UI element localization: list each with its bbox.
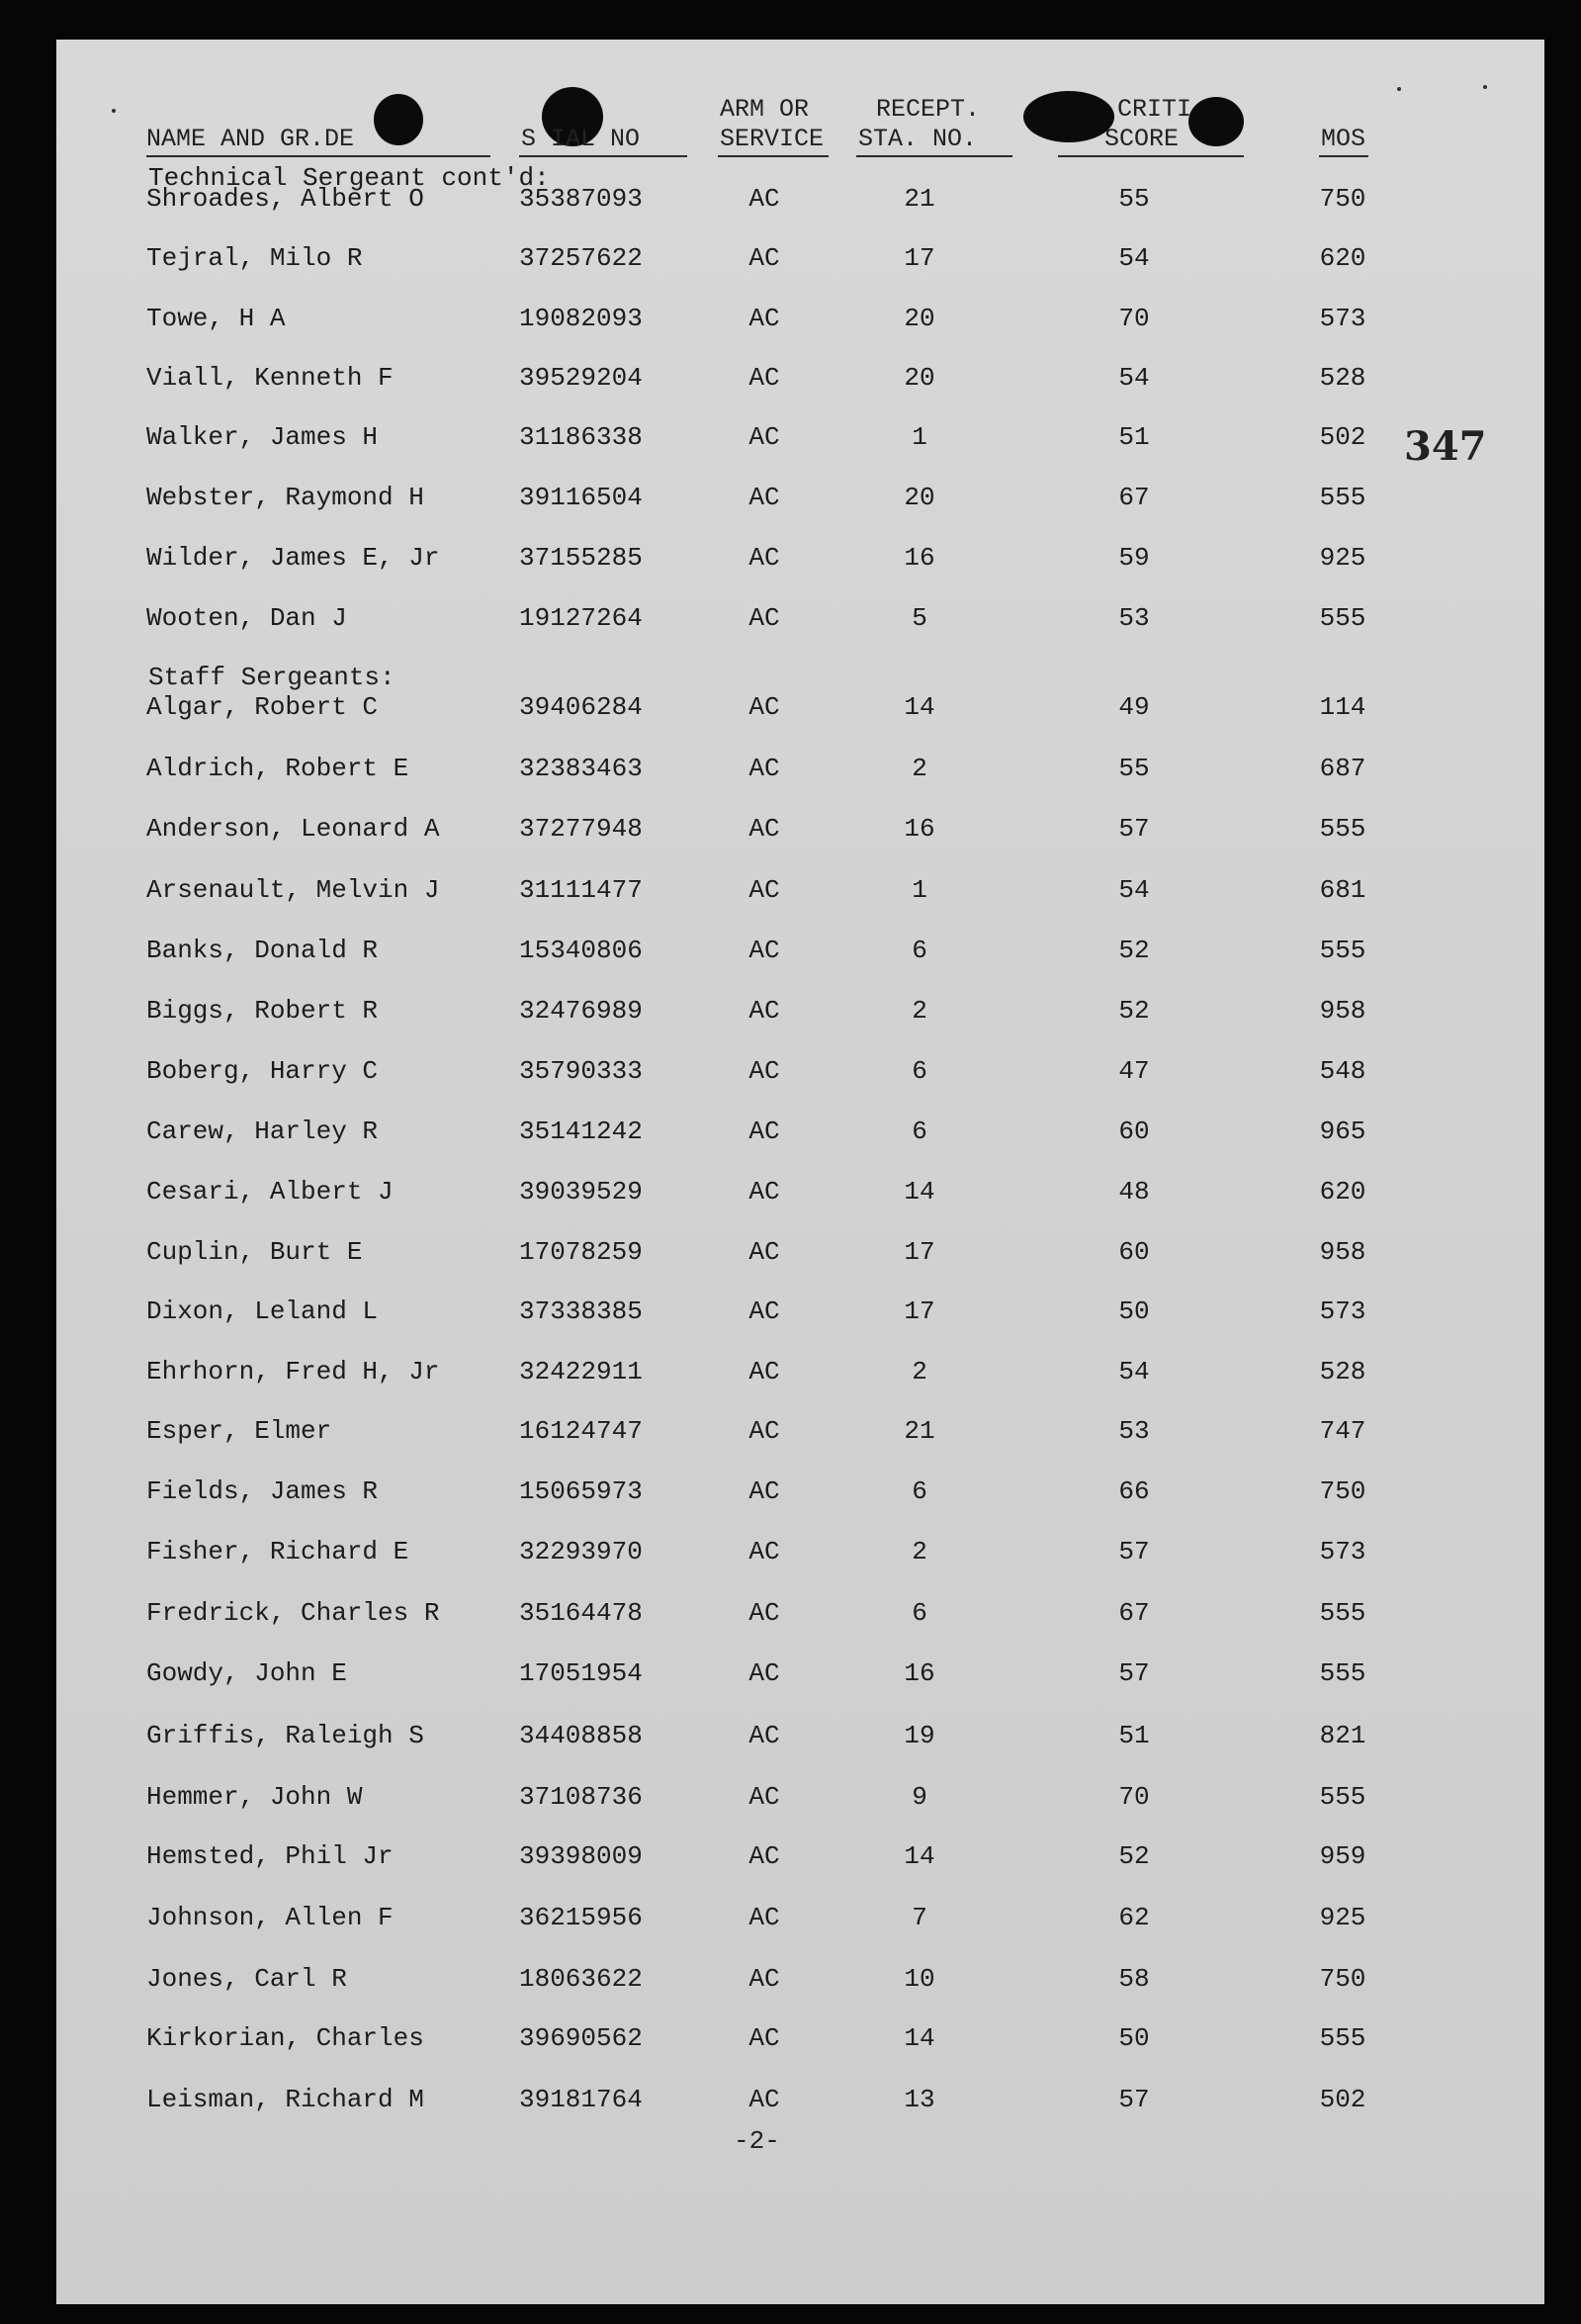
row-name: Wilder, James E, Jr bbox=[146, 543, 440, 573]
header-mos: MOS bbox=[1321, 125, 1366, 153]
header-underline-serial bbox=[519, 155, 687, 157]
row-score: 57 bbox=[1118, 814, 1150, 844]
row-name: Kirkorian, Charles bbox=[146, 2023, 424, 2053]
row-arm: AC bbox=[748, 875, 780, 905]
row-sta: 16 bbox=[904, 543, 935, 573]
row-score: 52 bbox=[1118, 936, 1150, 965]
row-sta: 20 bbox=[904, 363, 935, 393]
row-sta: 21 bbox=[904, 1416, 935, 1446]
row-mos: 555 bbox=[1319, 1658, 1366, 1688]
row-mos: 965 bbox=[1319, 1117, 1366, 1146]
speck bbox=[1483, 85, 1487, 89]
row-mos: 750 bbox=[1319, 1964, 1366, 1994]
row-sta: 6 bbox=[912, 1056, 927, 1086]
section-technical-sergeant: Technical Sergeant cont'd: bbox=[148, 163, 550, 193]
row-name: Webster, Raymond H bbox=[146, 483, 424, 512]
row-mos: 555 bbox=[1319, 2023, 1366, 2053]
row-arm: AC bbox=[748, 483, 780, 512]
row-score: 62 bbox=[1118, 1903, 1150, 1932]
row-sta: 1 bbox=[912, 875, 927, 905]
row-name: Cuplin, Burt E bbox=[146, 1237, 363, 1267]
row-name: Carew, Harley R bbox=[146, 1117, 379, 1146]
section-staff-sergeants: Staff Sergeants: bbox=[148, 663, 395, 692]
row-mos: 959 bbox=[1319, 1841, 1366, 1871]
row-name: Esper, Elmer bbox=[146, 1416, 332, 1446]
row-sta: 2 bbox=[912, 754, 927, 783]
punch-hole-1 bbox=[374, 94, 423, 145]
row-serial: 15340806 bbox=[519, 936, 643, 965]
row-arm: AC bbox=[748, 936, 780, 965]
header-crit-bottom: SCORE bbox=[1104, 125, 1180, 153]
row-serial: 39529204 bbox=[519, 363, 643, 393]
row-sta: 16 bbox=[904, 814, 935, 844]
row-score: 55 bbox=[1118, 754, 1150, 783]
row-arm: AC bbox=[748, 363, 780, 393]
row-score: 54 bbox=[1118, 875, 1150, 905]
header-arm-bottom: SERVICE bbox=[720, 125, 825, 153]
row-name: Wooten, Dan J bbox=[146, 603, 347, 633]
row-serial: 37108736 bbox=[519, 1782, 643, 1812]
row-score: 55 bbox=[1118, 184, 1150, 214]
row-serial: 18063622 bbox=[519, 1964, 643, 1994]
row-name: Towe, H A bbox=[146, 304, 286, 333]
row-arm: AC bbox=[748, 1117, 780, 1146]
row-sta: 14 bbox=[904, 1841, 935, 1871]
row-arm: AC bbox=[748, 996, 780, 1026]
row-serial: 36215956 bbox=[519, 1903, 643, 1932]
row-mos: 747 bbox=[1319, 1416, 1366, 1446]
punch-hole-4 bbox=[1188, 97, 1244, 146]
row-arm: AC bbox=[748, 1177, 780, 1207]
row-arm: AC bbox=[748, 2085, 780, 2114]
row-arm: AC bbox=[748, 754, 780, 783]
row-arm: AC bbox=[748, 1357, 780, 1386]
row-sta: 21 bbox=[904, 184, 935, 214]
row-sta: 17 bbox=[904, 243, 935, 273]
row-serial: 19127264 bbox=[519, 603, 643, 633]
row-serial: 39690562 bbox=[519, 2023, 643, 2053]
row-name: Aldrich, Robert E bbox=[146, 754, 409, 783]
row-sta: 2 bbox=[912, 1357, 927, 1386]
row-name: Gowdy, John E bbox=[146, 1658, 347, 1688]
row-mos: 502 bbox=[1319, 2085, 1366, 2114]
row-sta: 14 bbox=[904, 1177, 935, 1207]
row-score: 70 bbox=[1118, 304, 1150, 333]
row-name: Leisman, Richard M bbox=[146, 2085, 424, 2114]
row-arm: AC bbox=[748, 543, 780, 573]
row-score: 50 bbox=[1118, 2023, 1150, 2053]
row-serial: 37277948 bbox=[519, 814, 643, 844]
row-serial: 34408858 bbox=[519, 1721, 643, 1750]
row-sta: 13 bbox=[904, 2085, 935, 2114]
row-arm: AC bbox=[748, 814, 780, 844]
row-arm: AC bbox=[748, 1237, 780, 1267]
row-sta: 5 bbox=[912, 603, 927, 633]
row-name: Algar, Robert C bbox=[146, 692, 379, 722]
row-serial: 37257622 bbox=[519, 243, 643, 273]
row-name: Dixon, Leland L bbox=[146, 1296, 379, 1326]
row-score: 58 bbox=[1118, 1964, 1150, 1994]
row-arm: AC bbox=[748, 1964, 780, 1994]
row-serial: 35141242 bbox=[519, 1117, 643, 1146]
row-score: 51 bbox=[1118, 1721, 1150, 1750]
row-serial: 32293970 bbox=[519, 1537, 643, 1566]
row-score: 67 bbox=[1118, 1598, 1150, 1628]
row-mos: 681 bbox=[1319, 875, 1366, 905]
row-score: 53 bbox=[1118, 1416, 1150, 1446]
speck bbox=[112, 109, 116, 113]
row-name: Ehrhorn, Fred H, Jr bbox=[146, 1357, 440, 1386]
speck bbox=[1397, 87, 1401, 91]
row-score: 52 bbox=[1118, 996, 1150, 1026]
row-name: Griffis, Raleigh S bbox=[146, 1721, 424, 1750]
row-mos: 573 bbox=[1319, 1537, 1366, 1566]
row-score: 49 bbox=[1118, 692, 1150, 722]
row-mos: 548 bbox=[1319, 1056, 1366, 1086]
row-sta: 6 bbox=[912, 1117, 927, 1146]
row-name: Anderson, Leonard A bbox=[146, 814, 440, 844]
page-number: -2- bbox=[734, 2126, 780, 2156]
row-arm: AC bbox=[748, 1476, 780, 1506]
row-name: Tejral, Milo R bbox=[146, 243, 363, 273]
row-score: 54 bbox=[1118, 1357, 1150, 1386]
row-mos: 502 bbox=[1319, 422, 1366, 452]
row-serial: 17078259 bbox=[519, 1237, 643, 1267]
row-arm: AC bbox=[748, 422, 780, 452]
row-serial: 35790333 bbox=[519, 1056, 643, 1086]
row-mos: 958 bbox=[1319, 1237, 1366, 1267]
row-serial: 16124747 bbox=[519, 1416, 643, 1446]
row-mos: 573 bbox=[1319, 304, 1366, 333]
row-sta: 9 bbox=[912, 1782, 927, 1812]
row-mos: 958 bbox=[1319, 996, 1366, 1026]
row-sta: 14 bbox=[904, 692, 935, 722]
row-sta: 14 bbox=[904, 2023, 935, 2053]
row-sta: 6 bbox=[912, 936, 927, 965]
row-arm: AC bbox=[748, 1782, 780, 1812]
row-mos: 555 bbox=[1319, 483, 1366, 512]
row-name: Shroades, Albert O bbox=[146, 184, 424, 214]
row-sta: 2 bbox=[912, 1537, 927, 1566]
row-arm: AC bbox=[748, 603, 780, 633]
row-serial: 32383463 bbox=[519, 754, 643, 783]
header-underline-crit bbox=[1058, 155, 1244, 157]
row-name: Boberg, Harry C bbox=[146, 1056, 379, 1086]
row-sta: 10 bbox=[904, 1964, 935, 1994]
row-score: 52 bbox=[1118, 1841, 1150, 1871]
row-arm: AC bbox=[748, 1296, 780, 1326]
row-score: 67 bbox=[1118, 483, 1150, 512]
header-underline-mos bbox=[1319, 155, 1368, 157]
header-underline-name bbox=[146, 155, 490, 157]
row-arm: AC bbox=[748, 1537, 780, 1566]
row-mos: 620 bbox=[1319, 1177, 1366, 1207]
row-serial: 39039529 bbox=[519, 1177, 643, 1207]
row-mos: 555 bbox=[1319, 1782, 1366, 1812]
row-arm: AC bbox=[748, 1658, 780, 1688]
row-name: Fields, James R bbox=[146, 1476, 379, 1506]
row-mos: 555 bbox=[1319, 603, 1366, 633]
row-arm: AC bbox=[748, 2023, 780, 2053]
row-arm: AC bbox=[748, 1416, 780, 1446]
header-underline-recept bbox=[856, 155, 1012, 157]
row-mos: 821 bbox=[1319, 1721, 1366, 1750]
row-sta: 20 bbox=[904, 483, 935, 512]
row-mos: 555 bbox=[1319, 936, 1366, 965]
row-name: Hemmer, John W bbox=[146, 1782, 363, 1812]
row-mos: 750 bbox=[1319, 184, 1366, 214]
row-score: 66 bbox=[1118, 1476, 1150, 1506]
row-sta: 19 bbox=[904, 1721, 935, 1750]
row-serial: 39406284 bbox=[519, 692, 643, 722]
row-arm: AC bbox=[748, 1598, 780, 1628]
row-name: Johnson, Allen F bbox=[146, 1903, 394, 1932]
row-arm: AC bbox=[748, 1841, 780, 1871]
row-name: Biggs, Robert R bbox=[146, 996, 379, 1026]
row-mos: 620 bbox=[1319, 243, 1366, 273]
row-name: Jones, Carl R bbox=[146, 1964, 347, 1994]
row-score: 54 bbox=[1118, 363, 1150, 393]
row-score: 60 bbox=[1118, 1237, 1150, 1267]
row-sta: 7 bbox=[912, 1903, 927, 1932]
row-serial: 35387093 bbox=[519, 184, 643, 214]
row-mos: 528 bbox=[1319, 363, 1366, 393]
row-score: 50 bbox=[1118, 1296, 1150, 1326]
row-name: Walker, James H bbox=[146, 422, 379, 452]
row-arm: AC bbox=[748, 304, 780, 333]
row-mos: 555 bbox=[1319, 1598, 1366, 1628]
page-stamp: 347 bbox=[1404, 423, 1487, 470]
row-score: 70 bbox=[1118, 1782, 1150, 1812]
row-serial: 15065973 bbox=[519, 1476, 643, 1506]
row-name: Arsenault, Melvin J bbox=[146, 875, 440, 905]
row-serial: 31186338 bbox=[519, 422, 643, 452]
row-serial: 17051954 bbox=[519, 1658, 643, 1688]
row-name: Hemsted, Phil Jr bbox=[146, 1841, 394, 1871]
row-score: 57 bbox=[1118, 1658, 1150, 1688]
row-score: 53 bbox=[1118, 603, 1150, 633]
punch-hole-3 bbox=[1023, 91, 1114, 142]
row-score: 57 bbox=[1118, 2085, 1150, 2114]
header-recept-bottom: STA. NO. bbox=[858, 125, 978, 153]
row-name: Fredrick, Charles R bbox=[146, 1598, 440, 1628]
row-arm: AC bbox=[748, 243, 780, 273]
row-mos: 528 bbox=[1319, 1357, 1366, 1386]
row-sta: 6 bbox=[912, 1476, 927, 1506]
row-serial: 37338385 bbox=[519, 1296, 643, 1326]
row-serial: 39398009 bbox=[519, 1841, 643, 1871]
row-mos: 925 bbox=[1319, 1903, 1366, 1932]
row-mos: 114 bbox=[1319, 692, 1366, 722]
header-name: NAME AND GR.DE bbox=[146, 125, 355, 153]
row-score: 48 bbox=[1118, 1177, 1150, 1207]
row-sta: 17 bbox=[904, 1237, 935, 1267]
row-score: 57 bbox=[1118, 1537, 1150, 1566]
row-serial: 19082093 bbox=[519, 304, 643, 333]
row-name: Fisher, Richard E bbox=[146, 1537, 409, 1566]
header-recept-top: RECEPT. bbox=[876, 95, 981, 124]
row-sta: 6 bbox=[912, 1598, 927, 1628]
row-score: 59 bbox=[1118, 543, 1150, 573]
row-sta: 1 bbox=[912, 422, 927, 452]
header-crit-top: CRITI bbox=[1117, 95, 1192, 124]
row-mos: 750 bbox=[1319, 1476, 1366, 1506]
row-sta: 20 bbox=[904, 304, 935, 333]
row-sta: 17 bbox=[904, 1296, 935, 1326]
header-arm-top: ARM OR bbox=[720, 95, 810, 124]
row-serial: 37155285 bbox=[519, 543, 643, 573]
row-serial: 39116504 bbox=[519, 483, 643, 512]
row-name: Banks, Donald R bbox=[146, 936, 379, 965]
row-mos: 555 bbox=[1319, 814, 1366, 844]
row-arm: AC bbox=[748, 692, 780, 722]
row-score: 51 bbox=[1118, 422, 1150, 452]
row-sta: 16 bbox=[904, 1658, 935, 1688]
row-serial: 35164478 bbox=[519, 1598, 643, 1628]
row-arm: AC bbox=[748, 1903, 780, 1932]
row-serial: 31111477 bbox=[519, 875, 643, 905]
row-mos: 687 bbox=[1319, 754, 1366, 783]
header-serial: S IAL NO bbox=[521, 125, 641, 153]
row-sta: 2 bbox=[912, 996, 927, 1026]
row-serial: 32476989 bbox=[519, 996, 643, 1026]
row-serial: 32422911 bbox=[519, 1357, 643, 1386]
header-underline-arm bbox=[718, 155, 829, 157]
row-name: Cesari, Albert J bbox=[146, 1177, 394, 1207]
row-arm: AC bbox=[748, 184, 780, 214]
row-name: Viall, Kenneth F bbox=[146, 363, 394, 393]
row-arm: AC bbox=[748, 1721, 780, 1750]
row-serial: 39181764 bbox=[519, 2085, 643, 2114]
row-mos: 573 bbox=[1319, 1296, 1366, 1326]
row-mos: 925 bbox=[1319, 543, 1366, 573]
row-score: 47 bbox=[1118, 1056, 1150, 1086]
row-score: 60 bbox=[1118, 1117, 1150, 1146]
row-arm: AC bbox=[748, 1056, 780, 1086]
row-score: 54 bbox=[1118, 243, 1150, 273]
